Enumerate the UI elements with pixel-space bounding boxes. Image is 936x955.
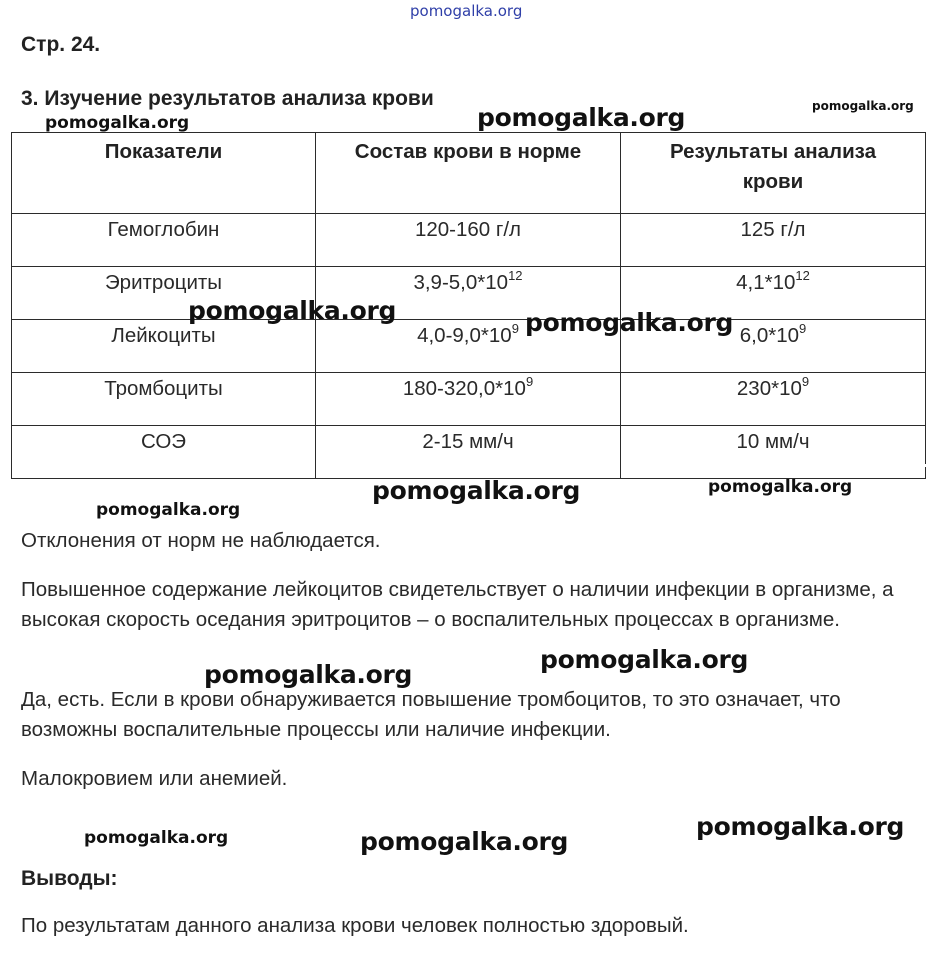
cell-result-exponent: 9 bbox=[799, 321, 807, 336]
cell-indicator-value: Лейкоциты bbox=[111, 324, 216, 347]
cell-indicator-value: Эритроциты bbox=[104, 271, 223, 294]
cell-norm bbox=[316, 214, 621, 267]
watermark-top: pomogalka.org bbox=[410, 2, 523, 20]
watermark: pomogalka.org bbox=[477, 103, 686, 132]
cell-indicator-value: СОЭ bbox=[140, 430, 187, 453]
cell-result-value: 230*10 bbox=[736, 377, 802, 400]
cell-norm-value: 3,9-5,0*10 bbox=[413, 271, 509, 294]
watermark: pomogalka.org bbox=[540, 645, 749, 674]
watermark: pomogalka.org bbox=[372, 476, 581, 505]
cell-result-value: 6,0*10 bbox=[739, 324, 800, 347]
cell-result bbox=[621, 426, 926, 479]
table-row bbox=[12, 214, 926, 267]
watermark: pomogalka.org bbox=[708, 477, 853, 497]
watermark: pomogalka.org bbox=[45, 113, 190, 133]
header-indicators: Показатели bbox=[12, 133, 316, 214]
cell-result bbox=[621, 373, 926, 426]
cell-norm-exponent: 9 bbox=[511, 321, 519, 336]
cell-indicator bbox=[12, 426, 316, 479]
table-row bbox=[12, 373, 926, 426]
watermark: pomogalka.org bbox=[84, 828, 229, 848]
conclusion-text: По результатам данного анализа крови человек полностью здоровый. bbox=[21, 914, 689, 937]
table-header-row bbox=[12, 133, 926, 214]
cell-result-exponent: 12 bbox=[795, 268, 810, 283]
paragraph-2: Повышенное содержание лейкоцитов свидетельствует о наличии инфекции в организме, а высокая скорость оседания эритроцитов – о воспалительных процессах в организме. bbox=[21, 578, 894, 631]
watermark: pomogalka.org bbox=[360, 827, 569, 856]
cell-norm-value: 120-160 г/л bbox=[414, 218, 522, 241]
cell-norm-value: 4,0-9,0*10 bbox=[417, 324, 512, 347]
section-title: 3. Изучение результатов анализа крови bbox=[21, 87, 434, 110]
cell-norm-value: 2-15 мм/ч bbox=[422, 430, 514, 453]
table-row bbox=[12, 320, 926, 373]
cell-result bbox=[621, 214, 926, 267]
cell-result-value: 10 мм/ч bbox=[736, 430, 810, 453]
paragraph-3: Да, есть. Если в крови обнаруживается повышение тромбоцитов, то это означает, что возможны воспалительные процессы или наличие инфекции. bbox=[21, 688, 841, 741]
cell-norm-value: 180-320,0*10 bbox=[402, 377, 526, 400]
cell-indicator bbox=[12, 320, 316, 373]
table-row bbox=[12, 267, 926, 320]
header-norm: Состав крови в норме bbox=[316, 133, 621, 214]
cell-indicator-value: Гемоглобин bbox=[107, 218, 220, 241]
blood-test-table bbox=[11, 132, 926, 479]
paragraph-1: Отклонения от норм не наблюдается. bbox=[21, 529, 381, 552]
cell-norm-exponent: 9 bbox=[525, 374, 534, 389]
watermark: pomogalka.org bbox=[204, 660, 413, 689]
cell-result-value: 4,1*10 bbox=[736, 271, 796, 294]
watermark: pomogalka.org bbox=[525, 308, 734, 337]
header-results: Результаты анализа крови bbox=[621, 133, 926, 214]
cell-norm bbox=[316, 426, 621, 479]
cell-norm bbox=[316, 373, 621, 426]
conclusions-title: Выводы: bbox=[21, 867, 118, 890]
cell-indicator bbox=[12, 373, 316, 426]
page-label: Стр. 24. bbox=[21, 33, 101, 56]
cell-norm-exponent: 12 bbox=[508, 268, 523, 283]
cell-result-exponent: 9 bbox=[801, 374, 810, 389]
watermark: pomogalka.org bbox=[188, 296, 397, 325]
watermark: pomogalka.org bbox=[812, 99, 914, 113]
cell-indicator bbox=[12, 214, 316, 267]
watermark: pomogalka.org bbox=[96, 500, 241, 520]
cell-indicator-value: Тромбоциты bbox=[104, 377, 223, 400]
paragraph-4: Малокровием или анемией. bbox=[21, 767, 288, 790]
watermark: pomogalka.org bbox=[696, 812, 905, 841]
cell-result-value: 125 г/л bbox=[740, 218, 806, 241]
table-row bbox=[12, 426, 926, 479]
